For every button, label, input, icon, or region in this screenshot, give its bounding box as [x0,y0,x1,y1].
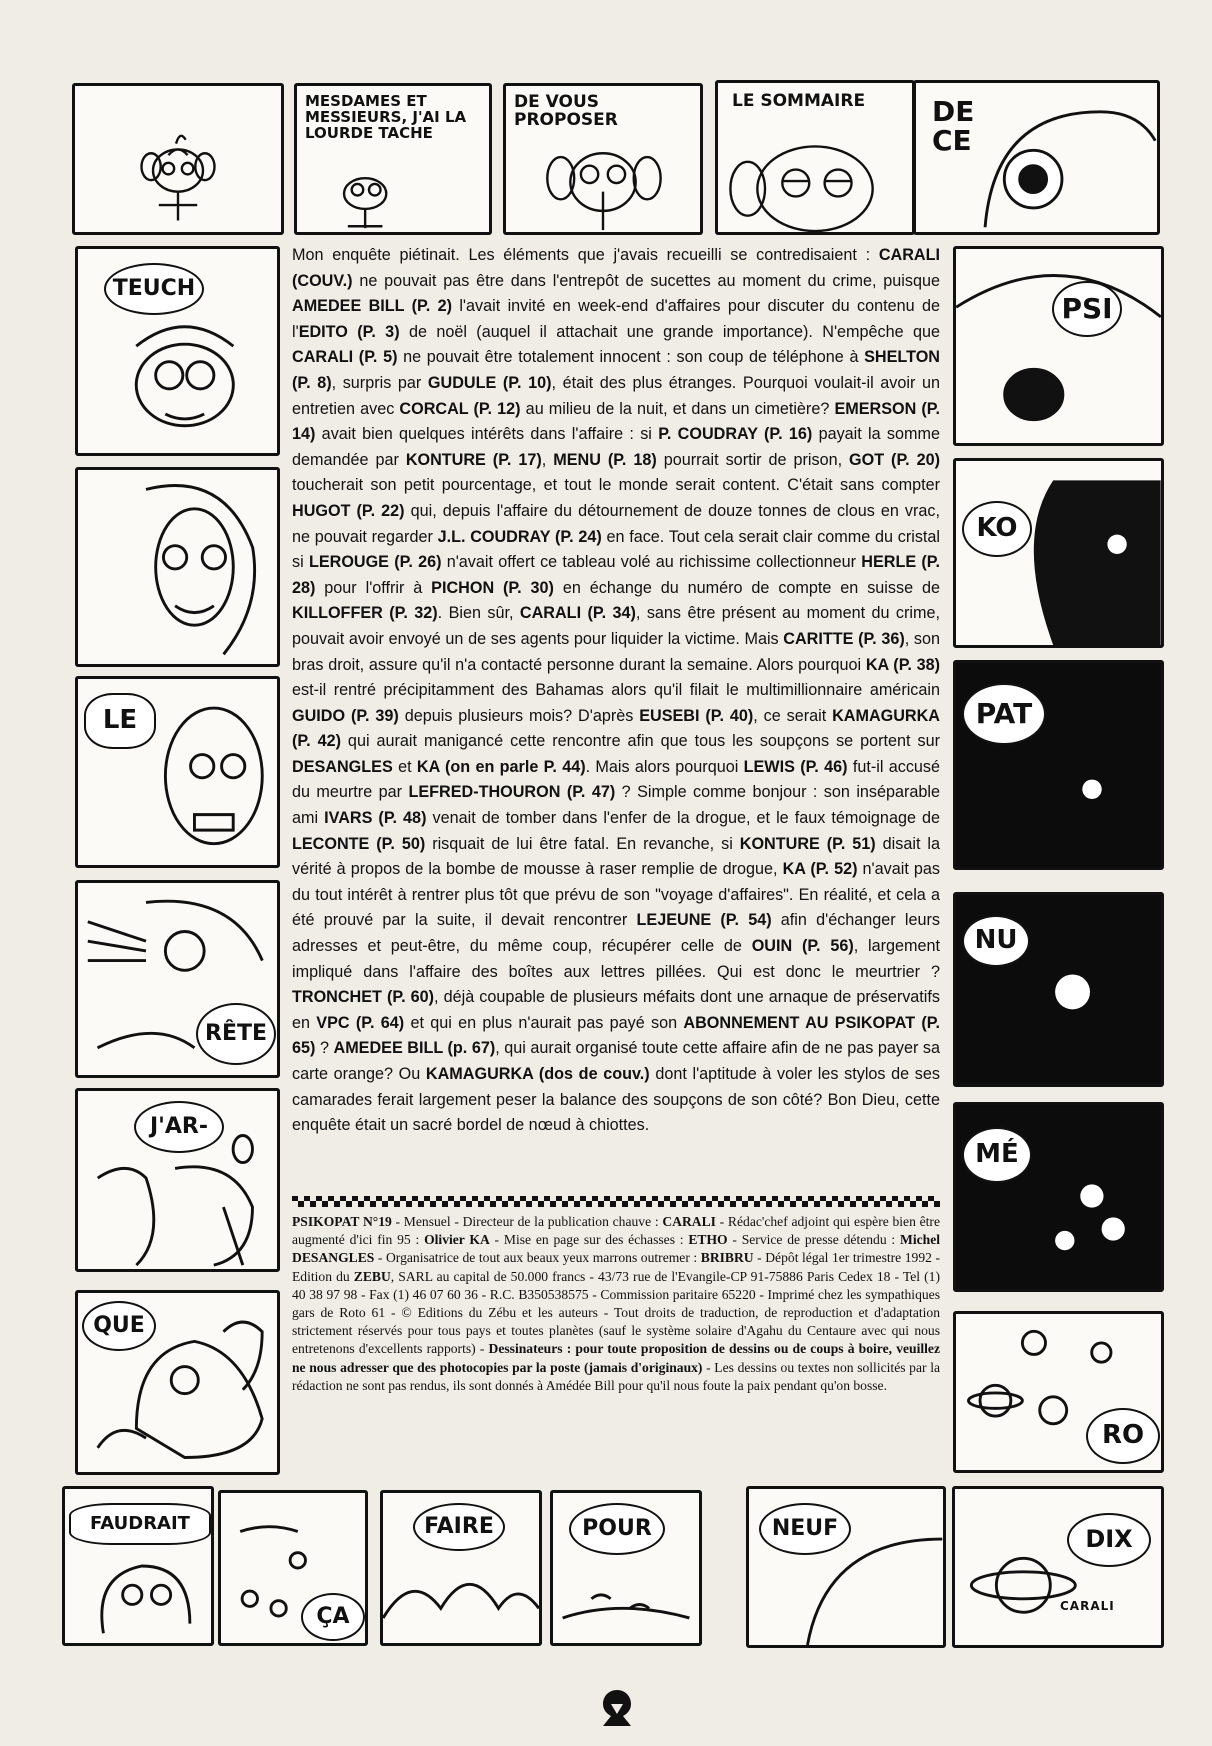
speech-caption: DE VOUS PROPOSER [514,92,618,130]
checker-divider [292,1196,940,1207]
star-drawing [956,663,1161,867]
speech-bubble: PSI [1052,281,1122,337]
speech-bubble: MÉ [962,1127,1032,1183]
comic-panel-right-6 [953,1311,1164,1473]
sommaire-paragraph: Mon enquête piétinait. Les éléments que j'avais recueilli se contredisaient : CARALI (COUV.) ne pouvait pas être dans l'entrepôt de sucettes au moment du crime, puisque AMEDEE BILL (P. 2) l'avait invité en week-end d'affaires pour discuter du contenu de l'EDITO (P. 3) de noël (auquel il attachait une grande importance). N'empêche que CARALI (P. 5) ne pouvait être totalement innocent : son coup de téléphone à SHELTON (P. 8), surpris par GUDULE (P. 10), était des plus étranges. Pourquoi voulait-il avoir un entretien avec CORCAL (P. 12) au milieu de la nuit, et dans un cimetière? EMERSON (P. 14) avait bien quelques intérêts dans l'affaire : si P. COUDRAY (P. 16) payait la somme demandée par KONTURE (P. 17), MENU (P. 18) pourrait sortir de prison, GOT (P. 20) toucherait son petit pourcentage, et tout le monde serait content. C'était sans compter HUGOT (P. 22) qui, depuis l'affaire du détournement de douze tonnes de clous en vrac, ne pouvait regarder J.L. COUDRAY (P. 24) en face. Tout cela serait clair comme du cristal si LEROUGE (P. 26) n'avait offert ce tableau volé au richissime collectionneur HERLE (P. 28) pour l'offrir à PICHON (P. 30) en échange du numéro de compte en suisse de KILLOFFER (P. 32). Bien sûr, CARALI (P. 34), sans être présent au moment du crime, pouvait avoir envoyé un de ses agents pour liquider la victime. Mais CARITTE (P. 36), son bras droit, assure qu'il n'a contacté personne durant la semaine. Alors pourquoi KA (P. 38) est-il rentré précipitamment des Bahamas alors qu'il filait le multimillionnaire américain GUIDO (P. 39) depuis plusieurs mois? D'après EUSEBI (P. 40), ce serait KAMAGURKA (P. 42) qui aurait manigancé cette rencontre afin que tous les soupçons se portent sur DESANGLES et KA (on en parle P. 44). Mais alors pourquoi LEWIS (P. 46) fut-il accusé du meurtre par LEFRED-THOURON (P. 47) ? Simple comme bonjour : son inséparable ami IVARS (P. 48) venait de tomber dans l'enfer de la drogue, et le faux témoignage de LECONTE (P. 50) risquait de lui être fatal. En revanche, si KONTURE (P. 51) disait la vérité à propos de la bombe de mousse à raser remplie de drogue, KA (P. 52) n'avait pas du tout intérêt à rentrer plus tôt que prévu de son "voyage d'affaires". En réalité, et cela a été prouvé par la suite, il devait rencontrer LEJEUNE (P. 54) afin d'échanger leurs adresses et peut-être, du même coup, récupérer celle de OUIN (P. 56), largement impliqué dans l'affaire des boîtes aux lettres pillées. Qui est donc le meurtrier ? TRONCHET (P. 60), déjà coupable de plusieurs méfaits dont une arnaque de préservatifs en VPC (P. 64) et qui en plus n'aurait pas payé son ABONNEMENT AU PSIKOPAT (P. 65) ? AMEDEE BILL (p. 67), qui aurait organisé toute cette affaire afin de ne pas payer sa carte orange? Ou KAMAGURKA (dos de couv.) dont l'aptitude à voler les stylos de ses camarades ferait largement peser la balance des soupçons de son côté? Bon Dieu, cette enquête était un sacré bordel de nœud à chiottes. [292,246,941,1135]
ground-drawing [553,1493,699,1643]
comic-panel-right-2 [953,458,1164,648]
comic-panel-right-1 [953,246,1164,446]
comic-panel-right-3 [953,660,1164,870]
speech-bubble: NU [962,915,1030,967]
sommaire-text [292,243,940,1139]
comic-panel-bottom-4 [550,1490,702,1646]
rocks-drawing [221,1493,365,1643]
comic-panel-left-4 [75,880,280,1078]
comic-panel-bottom-3 [380,1490,542,1646]
comic-panel-left-3 [75,676,280,868]
planet-eye-drawing [956,249,1161,443]
speech-bubble: QUE [82,1301,156,1351]
character-drawing [297,86,489,232]
zebu-logo-icon [593,1688,641,1732]
comic-panel-right-5 [953,1102,1164,1292]
comic-panel-right-4 [953,892,1164,1087]
saturn-drawing [955,1489,1161,1645]
character-drawing [75,86,281,232]
character-drawing [78,1091,277,1269]
planet-drawing [749,1489,943,1645]
speech-bubble: TEUCH [104,263,204,315]
character-drawing [78,679,277,865]
character-drawing [65,1489,211,1643]
speech-bubble: FAUDRAIT [69,1503,211,1545]
masthead-credits [292,1213,940,1395]
character-drawing [78,883,277,1075]
character-drawing [718,83,912,232]
speech-bubble: RÊTE [196,1003,276,1065]
comic-panel-left-2 [75,467,280,667]
speech-caption: LE SOMMAIRE [732,91,866,111]
hills-drawing [383,1493,539,1643]
comic-panel-top-3 [503,83,703,235]
speech-bubble: DIX [1067,1513,1151,1567]
comic-panel-bottom-6 [952,1486,1164,1648]
planets-drawing [956,1314,1161,1470]
character-drawing [506,86,700,232]
speech-bubble: KO [962,501,1032,557]
comic-panel-left-1 [75,246,280,456]
speech-bubble: RO [1086,1408,1160,1464]
speech-bubble: PAT [962,683,1046,745]
planet-drawing [956,461,1161,645]
character-drawing [78,249,277,453]
comic-panel-left-5 [75,1088,280,1272]
comic-panel-bottom-2 [218,1490,368,1646]
character-drawing [916,83,1157,232]
credits-paragraph: PSIKOPAT N°19 - Mensuel - Directeur de la publication chauve : CARALI - Rédac'chef adjoint qui espère bien être augmenté d'ici fin 95 : Olivier KA - Mise en page sur des échasses : ETHO - Service de presse détendu : Michel DESANGLES - Organisatrice de tout aux beaux yeux marrons outremer : BRIBRU - Dépôt légal 1er trimestre 1992 - Edition du ZEBU, SARL au capital de 50.000 francs - 43/73 rue de l'Evangile-CP 91-75886 Paris Cedex 18 - Tel (1) 40 38 97 98 - Fax (1) 46 07 60 36 - R.C. B350538575 - Commission paritaire 65220 - Imprimé chez les sympathiques gars de Roto 61 - © Editions du Zébu et les auteurs - Tout droits de traduction, de reproduction et d'adaptation strictement réservés pour tous pays et toutes planètes (sauf le système solaire d'Agahu du Centaure avec qui nous entretenons d'excellents rapports) - Dessinateurs : pour toute proposition de dessins ou de coups à boire, veuillez ne nous adresser que des photocopies par la poste (jamais d'originaux) - Les dessins ou textes non sollicités par la rédaction ne sont pas rendus, ils sont donnés à Amédée Bill pour qu'il nous foute la paix pendant qu'on bosse. [292,1214,941,1393]
stars-drawing [956,1105,1161,1289]
character-drawing [78,1293,277,1472]
comic-panel-top-1 [72,83,284,235]
comic-panel-top-5 [913,80,1160,235]
comic-panel-left-6 [75,1290,280,1475]
artist-signature: CARALI [1060,1599,1115,1613]
comic-panel-bottom-5 [746,1486,946,1648]
speech-bubble: ÇA [301,1593,365,1641]
character-drawing [78,470,277,664]
comic-panel-top-2 [294,83,492,235]
speech-bubble: J'AR- [134,1101,224,1153]
speech-bubble: NEUF [759,1503,851,1555]
speech-bubble: POUR [569,1503,665,1555]
star-drawing [956,895,1161,1084]
comic-panel-top-4 [715,80,915,235]
speech-caption: DE CE [932,95,975,158]
speech-bubble: LE [84,693,156,749]
comic-panel-bottom-1 [62,1486,214,1646]
speech-bubble: FAIRE [413,1503,505,1551]
speech-caption: MESDAMES ET MESSIEURS, J'AI LA LOURDE TACHE [305,92,467,142]
